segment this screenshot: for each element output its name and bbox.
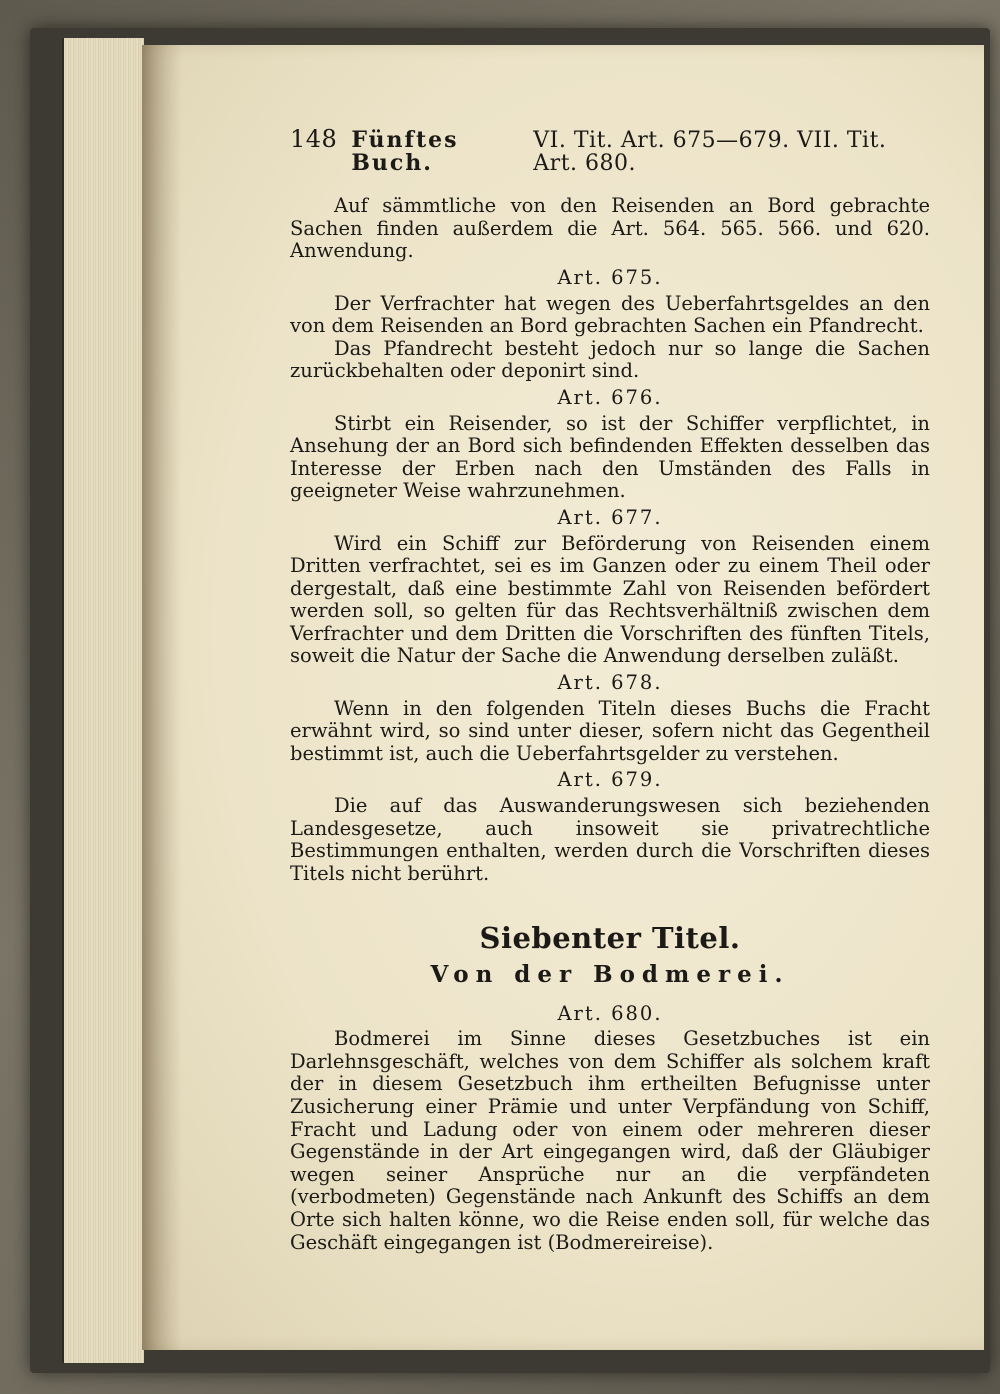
article-679: [290, 769, 930, 885]
article-paragraph: Wird ein Schiff zur Beförderung von Reisenden einem Dritten verfrachtet, sei es im Ganzen oder zu einem Theil oder dergestalt, daß eine bestimmte Zahl von Reisenden befördert werden soll, so gelten für das Rechtsverhältniß zwischen dem Verfrachter und dem Dritten die Vorschriften des fünften Titels, soweit die Natur der Sache die Anwendung derselben zuläßt.: [290, 531, 930, 668]
section-reference: VI. Tit. Art. 675—679. VII. Tit. Art. 680.: [533, 128, 887, 176]
article-heading: Art. 680.: [557, 1001, 663, 1025]
page-edges: [62, 38, 144, 1363]
article-676: [290, 387, 930, 503]
article-heading: Art. 679.: [557, 768, 663, 792]
article-heading: Art. 675.: [557, 265, 663, 289]
article-paragraph: Das Pfandrecht besteht jedoch nur so lange die Sachen zurückbehalten oder deponirt sind.: [290, 336, 930, 383]
article-paragraph: Bodmerei im Sinne dieses Gesetzbuches ist ein Darlehnsgeschäft, welches von dem Schiffer als solchem kraft der in diesem Gesetzbuch ihm ertheilten Befugnisse unter Zusicherung einer Prämie und unter Verpfändung von Schiff, Fracht und Ladung oder von einem oder mehreren dieser Gegenstände in der Art eingegangen wird, daß der Gläubiger wegen seiner Ansprüche nur an die verpfändeten (verbodmeten) Gegenstände nach Ankunft des Schiffs an dem Orte sich halten könne, wo die Reise enden soll, für welche das Geschäft eingegangen ist (Bodmereireise).: [290, 1027, 930, 1254]
title-heading: Siebenter Titel.: [479, 921, 741, 956]
article-heading: Art. 677.: [557, 505, 663, 529]
article-paragraph: Der Verfrachter hat wegen des Ueberfahrtsgeldes an den von dem Reisenden an Bord gebrachten Sachen ein Pfandrecht.: [290, 291, 930, 338]
running-header: [290, 125, 930, 176]
intro-paragraph: Auf sämmtliche von den Reisenden an Bord gebrachte Sachen finden außerdem die Art. 564. 565. 566. und 620. Anwendung.: [290, 194, 930, 263]
page-content: [290, 125, 930, 1254]
article-heading: Art. 678.: [557, 671, 663, 695]
article-paragraph: Die auf das Auswanderungswesen sich beziehenden Landesgesetze, auch insoweit sie privatrechtliche Bestimmungen enthalten, werden durch die Vorschriften dieses Titels nicht berührt.: [290, 794, 930, 885]
spine-shadow: [142, 45, 182, 1350]
book-title: Fünftes Buch.: [351, 127, 459, 176]
article-heading: Art. 676.: [557, 385, 663, 409]
article-paragraph: Wenn in den folgenden Titeln dieses Buchs die Fracht erwähnt wird, so sind unter dieser, sofern nicht das Gegentheil bestimmt ist, auch die Ueberfahrtsgelder zu verstehen.: [290, 696, 930, 765]
article-680: [290, 1003, 930, 1255]
article-677: [290, 507, 930, 668]
page-number: 148: [290, 125, 338, 153]
article-paragraph: Stirbt ein Reisender, so ist der Schiffer verpflichtet, in Ansehung der an Bord sich befindenden Effekten desselben das Interesse der Erben nach den Umständen des Falls in geeigneter Weise wahrzunehmen.: [290, 411, 930, 503]
subtitle-heading: Von der Bodmerei.: [430, 961, 790, 988]
article-675: [290, 267, 930, 383]
article-678: [290, 672, 930, 765]
